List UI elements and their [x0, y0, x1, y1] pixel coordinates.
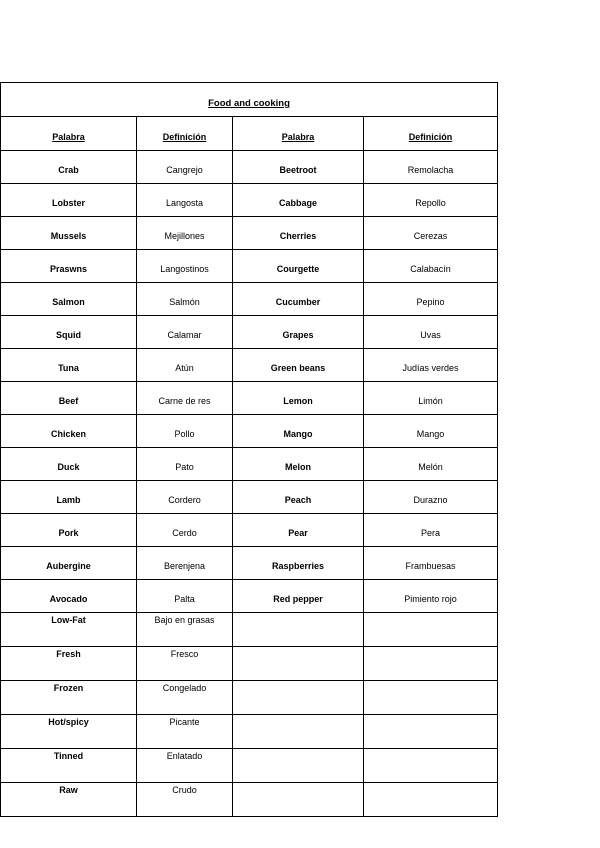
- definition-es: Picante: [169, 717, 200, 727]
- table-cell: [1, 647, 137, 680]
- word-en: Cabbage: [278, 198, 317, 208]
- word-en: Green beans: [270, 363, 326, 373]
- table-cell: [233, 382, 364, 414]
- table-cell: [137, 783, 233, 816]
- table-cell: [1, 448, 137, 480]
- table-row: [1, 217, 497, 250]
- table-cell: [364, 349, 497, 381]
- table-cell: [1, 783, 137, 816]
- definition-es: Uvas: [420, 330, 441, 340]
- word-en: Crab: [58, 165, 79, 175]
- table-cell: [1, 151, 137, 183]
- definition-es: Pollo: [174, 429, 195, 439]
- table-cell: [364, 514, 497, 546]
- definition-es: Berenjena: [163, 561, 206, 571]
- table-cell: [233, 715, 364, 748]
- table-row: [1, 547, 497, 580]
- table-row: [1, 448, 497, 481]
- definition-es: Limón: [418, 396, 443, 406]
- table-cell: [137, 681, 233, 714]
- definition-es: Enlatado: [166, 751, 203, 761]
- table-cell: [364, 783, 497, 816]
- table-cell: [233, 514, 364, 546]
- table-cell: [233, 349, 364, 381]
- word-en: Tinned: [53, 751, 84, 761]
- word-en: Lemon: [283, 396, 313, 406]
- word-en: Lamb: [56, 495, 81, 505]
- table-cell: [233, 415, 364, 447]
- table-cell: [1, 415, 137, 447]
- definition-es: Repollo: [415, 198, 446, 208]
- definition-es: Palta: [174, 594, 195, 604]
- table-cell: [364, 184, 497, 216]
- table-cell: [137, 481, 233, 513]
- definition-es: Frambuesas: [405, 561, 456, 571]
- word-en: Mussels: [50, 231, 87, 241]
- table-cell: [1, 316, 137, 348]
- table-cell: [364, 580, 497, 612]
- word-en: Avocado: [49, 594, 88, 604]
- word-en: Frozen: [53, 683, 84, 693]
- definition-es: Calabacín: [410, 264, 451, 274]
- word-en: Cucumber: [275, 297, 321, 307]
- word-en: Mango: [283, 429, 313, 439]
- table-cell: [233, 681, 364, 714]
- word-en: Squid: [56, 330, 81, 340]
- table-cell: [233, 250, 364, 282]
- header-cell: [1, 117, 137, 150]
- definition-es: Carne de res: [158, 396, 211, 406]
- table-row: [1, 613, 497, 647]
- word-en: Low-Fat: [51, 615, 86, 625]
- word-en: Cherries: [279, 231, 317, 241]
- definition-es: Pera: [420, 528, 440, 538]
- table-cell: [1, 283, 137, 315]
- table-title-row: [1, 83, 497, 117]
- word-en: Grapes: [282, 330, 314, 340]
- table-row: [1, 715, 497, 749]
- table-cell: [137, 349, 233, 381]
- word-en: Chicken: [50, 429, 86, 439]
- table-row: [1, 382, 497, 415]
- header-cell: [233, 117, 364, 150]
- table-row: [1, 184, 497, 217]
- table-cell: [233, 613, 364, 646]
- definition-es: Pato: [175, 462, 194, 472]
- table-cell: [1, 250, 137, 282]
- table-cell: [1, 715, 137, 748]
- definition-es: Cordero: [168, 495, 201, 505]
- table-cell: [233, 283, 364, 315]
- table-cell: [364, 715, 497, 748]
- definition-es: Langostinos: [160, 264, 209, 274]
- table-body: [1, 151, 497, 816]
- definition-es: Cangrejo: [166, 165, 203, 175]
- word-en: Fresh: [56, 649, 81, 659]
- definition-es: Langosta: [165, 198, 204, 208]
- table-cell: [1, 217, 137, 249]
- definition-es: Mango: [416, 429, 445, 439]
- word-en: Duck: [57, 462, 80, 472]
- table-row: [1, 349, 497, 382]
- table-row: [1, 647, 497, 681]
- table-cell: [137, 415, 233, 447]
- definition-es: Cerdo: [172, 528, 197, 538]
- table-row: [1, 151, 497, 184]
- table-cell: [1, 749, 137, 782]
- word-en: Courgette: [276, 264, 320, 274]
- table-cell: [364, 749, 497, 782]
- table-cell: [233, 481, 364, 513]
- table-cell: [137, 749, 233, 782]
- table-cell: [137, 151, 233, 183]
- header-cell: [364, 117, 497, 150]
- table-row: [1, 481, 497, 514]
- table-cell: [233, 184, 364, 216]
- definition-es: Cerezas: [413, 231, 448, 241]
- table-title: Food and cooking: [208, 98, 290, 109]
- table-cell: [364, 382, 497, 414]
- table-cell: [137, 250, 233, 282]
- table-cell: [1, 580, 137, 612]
- definition-es: Calamar: [167, 330, 202, 340]
- word-en: Beetroot: [279, 165, 317, 175]
- table-cell: [137, 547, 233, 579]
- definition-es: Atún: [175, 363, 194, 373]
- table-cell: [1, 349, 137, 381]
- table-row: [1, 580, 497, 613]
- definition-es: Congelado: [162, 683, 207, 693]
- table-cell: [364, 547, 497, 579]
- definition-es: Salmón: [169, 297, 200, 307]
- table-cell: [137, 184, 233, 216]
- word-en: Pear: [288, 528, 308, 538]
- table-cell: [137, 217, 233, 249]
- table-cell: [233, 580, 364, 612]
- word-en: Peach: [284, 495, 312, 505]
- table-cell: [364, 448, 497, 480]
- table-cell: [233, 151, 364, 183]
- table-cell: [1, 514, 137, 546]
- table-cell: [1, 184, 137, 216]
- word-en: Melon: [285, 462, 311, 472]
- word-en: Tuna: [58, 363, 79, 373]
- header-row: [1, 117, 497, 151]
- word-en: Hot/spicy: [48, 717, 89, 727]
- definition-es: Durazno: [413, 495, 448, 505]
- table-cell: [137, 514, 233, 546]
- table-cell: [233, 647, 364, 680]
- table-cell: [233, 749, 364, 782]
- table-cell: [137, 647, 233, 680]
- table-cell: [1, 681, 137, 714]
- table-cell: [137, 580, 233, 612]
- table-cell: [364, 613, 497, 646]
- table-row: [1, 681, 497, 715]
- word-en: Salmon: [52, 297, 85, 307]
- word-en: Beef: [58, 396, 79, 406]
- table-cell: [137, 613, 233, 646]
- definition-es: Fresco: [170, 649, 199, 659]
- header-palabra-2: Palabra: [281, 131, 315, 142]
- table-cell: [1, 382, 137, 414]
- table-row: [1, 514, 497, 547]
- table-cell: [364, 151, 497, 183]
- header-definicion-2: Definición: [408, 131, 453, 142]
- table-cell: [233, 448, 364, 480]
- table-cell: [1, 481, 137, 513]
- definition-es: Remolacha: [407, 165, 454, 175]
- header-cell: [137, 117, 233, 150]
- table-cell: [364, 647, 497, 680]
- definition-es: Crudo: [172, 785, 197, 795]
- table-cell: [364, 283, 497, 315]
- word-en: Raw: [59, 785, 78, 795]
- table-cell: [364, 316, 497, 348]
- table-row: [1, 415, 497, 448]
- definition-es: Pimiento rojo: [404, 594, 457, 604]
- table-cell: [137, 715, 233, 748]
- table-cell: [137, 448, 233, 480]
- table-cell: [364, 481, 497, 513]
- word-en: Aubergine: [46, 561, 91, 571]
- table-row: [1, 283, 497, 316]
- table-cell: [233, 783, 364, 816]
- table-cell: [364, 250, 497, 282]
- definition-es: Mejillones: [164, 231, 205, 241]
- header-palabra-1: Palabra: [52, 131, 85, 142]
- word-en: Lobster: [51, 198, 85, 208]
- table-cell: [233, 217, 364, 249]
- table-cell: [1, 547, 137, 579]
- definition-es: Pepino: [416, 297, 445, 307]
- word-en: Pork: [58, 528, 79, 538]
- table-cell: [137, 283, 233, 315]
- table-cell: [137, 316, 233, 348]
- table-cell: [1, 613, 137, 646]
- table-cell: [364, 217, 497, 249]
- definition-es: Melón: [418, 462, 443, 472]
- definition-es: Bajo en grasas: [154, 615, 215, 625]
- definition-es: Judías verdes: [402, 363, 459, 373]
- table-cell: [233, 316, 364, 348]
- header-definicion-1: Definición: [162, 131, 207, 142]
- table-row: [1, 783, 497, 816]
- word-en: Raspberries: [271, 561, 325, 571]
- word-en: Praswns: [49, 264, 88, 274]
- table-cell: [233, 547, 364, 579]
- table-cell: [137, 382, 233, 414]
- word-en: Red pepper: [273, 594, 323, 604]
- table-cell: [364, 681, 497, 714]
- table-row: [1, 316, 497, 349]
- table-row: [1, 250, 497, 283]
- vocabulary-table: [0, 82, 498, 817]
- table-cell: [364, 415, 497, 447]
- table-row: [1, 749, 497, 783]
